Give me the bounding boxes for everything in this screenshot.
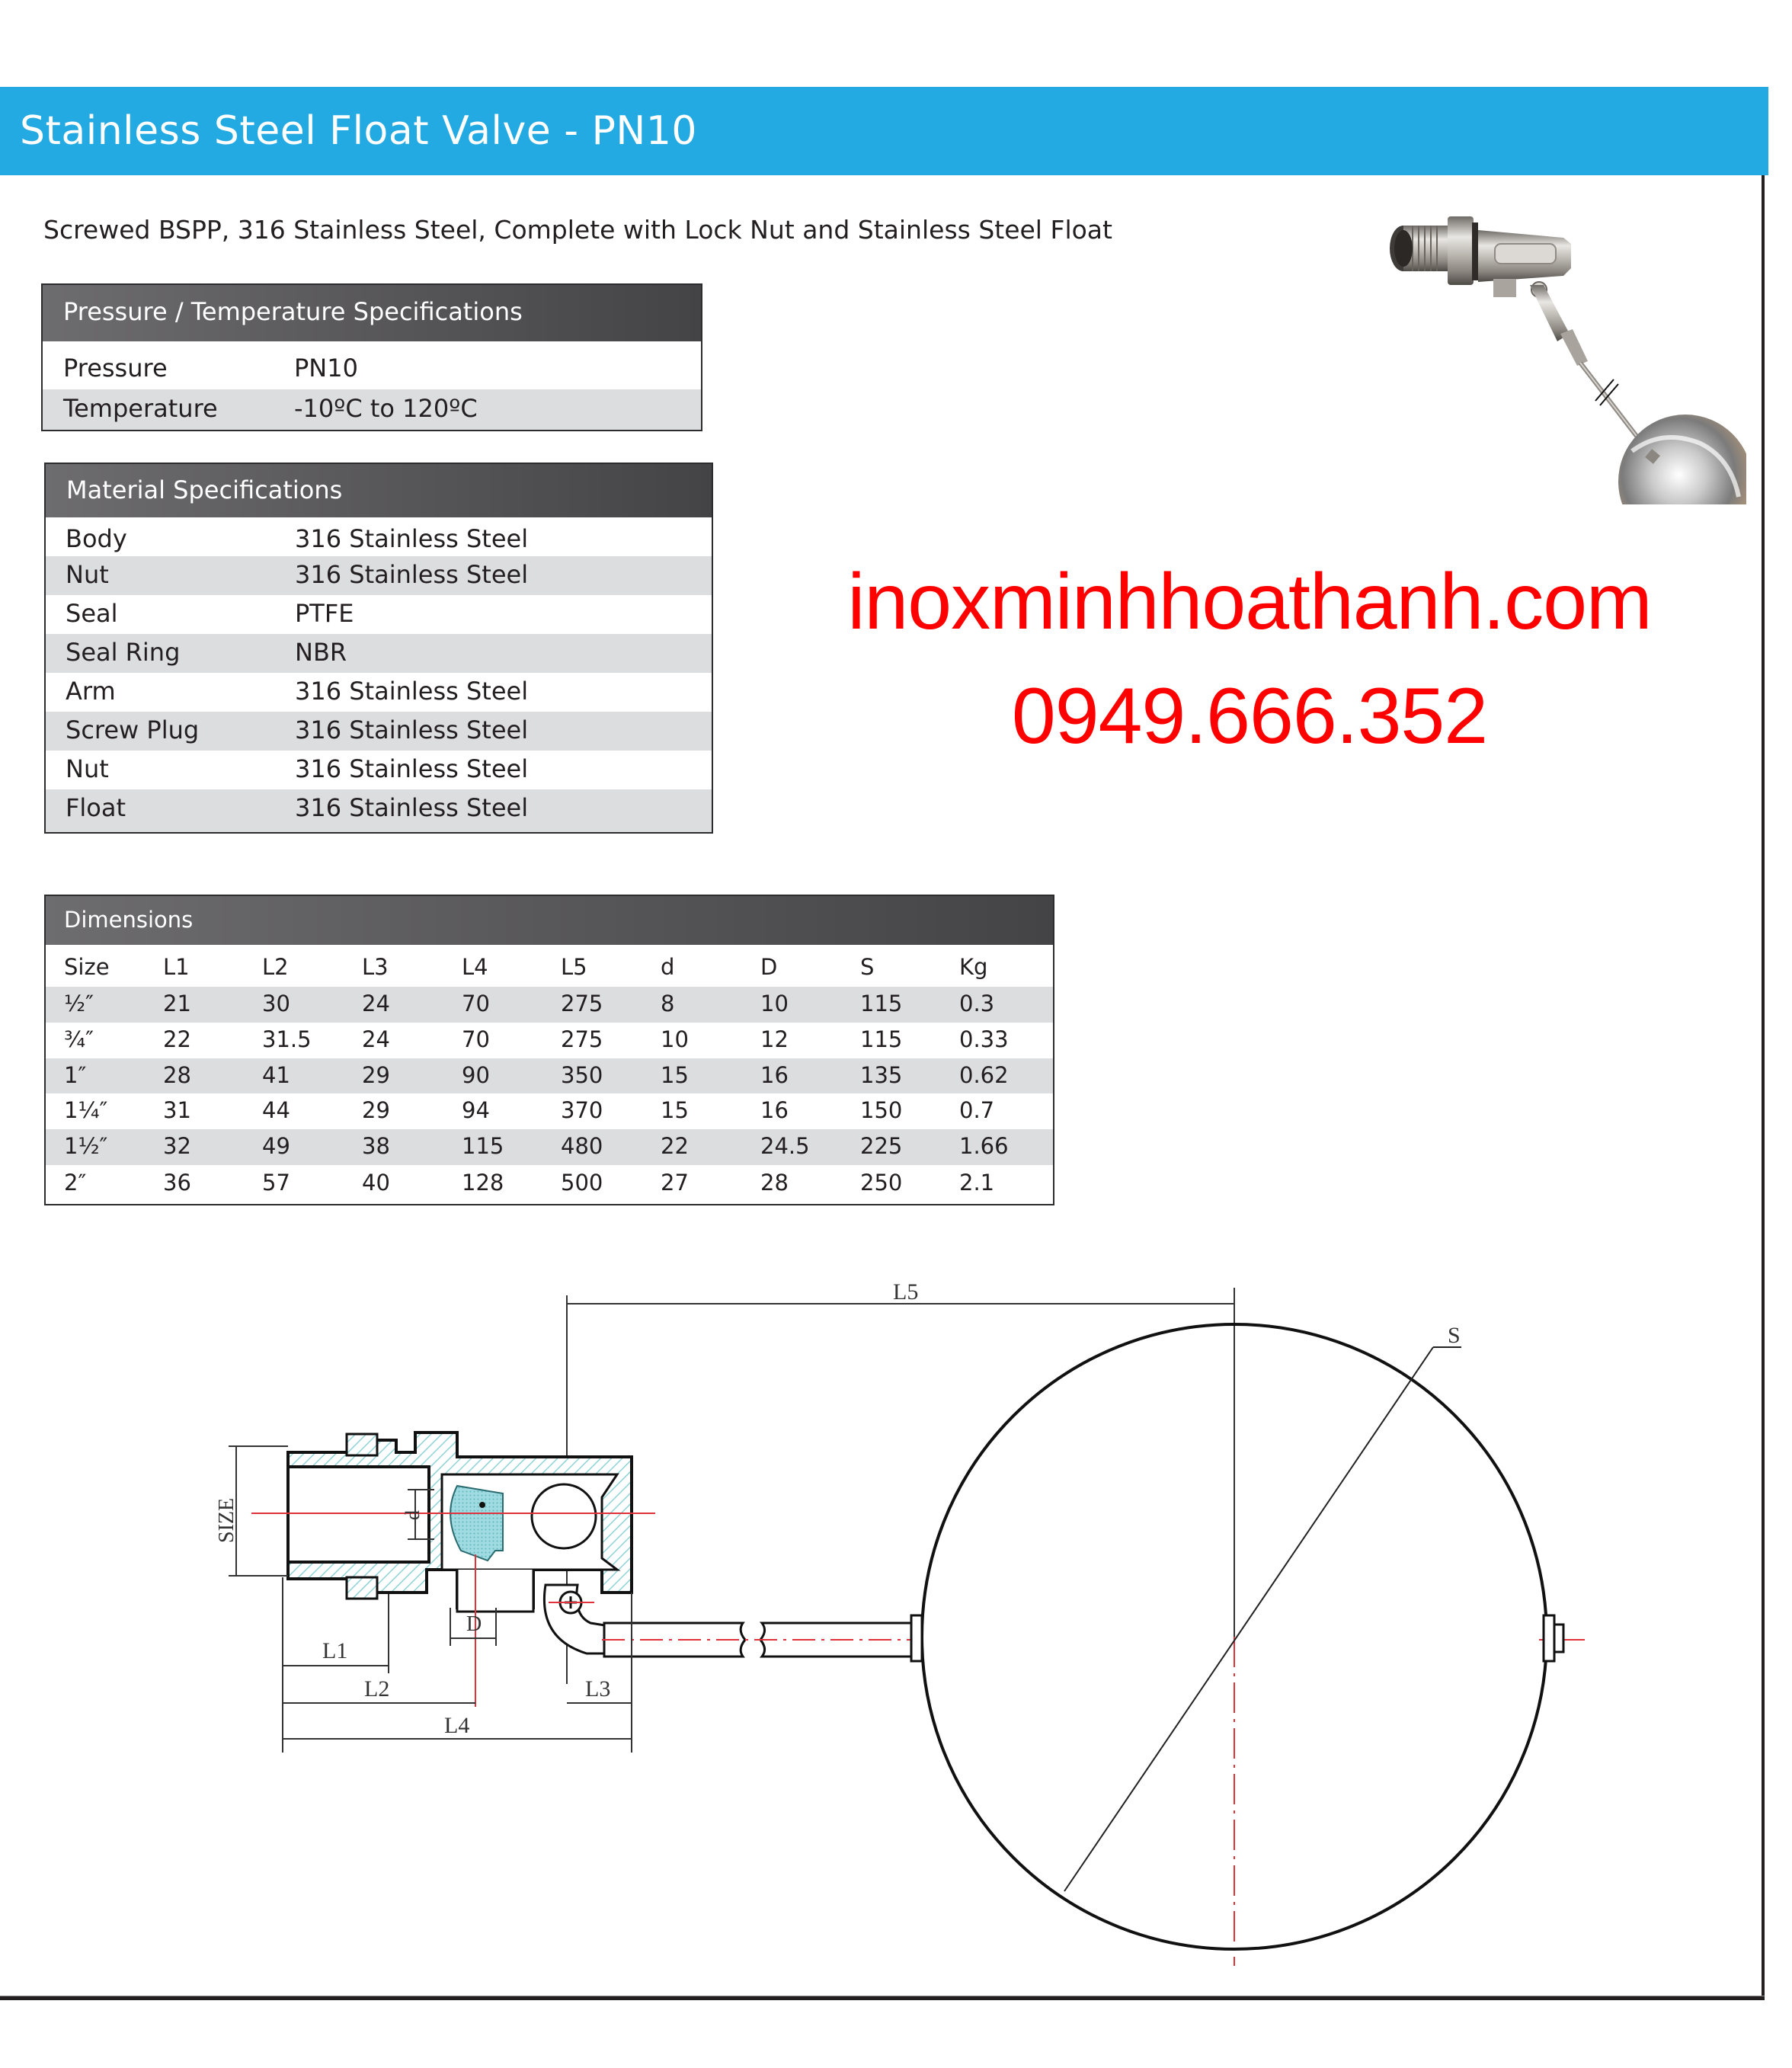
table-row — [43, 341, 701, 389]
valve-cross-section — [288, 1433, 632, 1653]
label-l4: L4 — [444, 1713, 470, 1738]
row-label: Screw Plug — [66, 715, 200, 744]
table-row — [46, 1165, 1053, 1205]
cell-d-small: 10 — [661, 1026, 689, 1052]
cell-d-large: 10 — [760, 991, 789, 1016]
table-row — [46, 673, 712, 712]
cell-s: 115 — [860, 1026, 903, 1052]
cell-size: 1¼″ — [64, 1097, 108, 1123]
row-value: 316 Stainless Steel — [295, 677, 529, 706]
cell-kg: 0.62 — [959, 1062, 1009, 1088]
row-label: Arm — [66, 677, 116, 706]
dimension-s — [1064, 1347, 1461, 1891]
cell-l5: 275 — [561, 991, 603, 1016]
column-header-l3: L3 — [362, 954, 389, 980]
table-row — [46, 1058, 1053, 1093]
cell-l2: 31.5 — [262, 1026, 312, 1052]
table-row — [46, 634, 712, 673]
page-title: Stainless Steel Float Valve - PN10 — [20, 108, 697, 154]
row-label: Seal — [66, 599, 118, 628]
cell-size: 2″ — [64, 1170, 87, 1196]
label-s: S — [1448, 1323, 1461, 1348]
cell-d-small: 8 — [661, 991, 675, 1016]
row-value: -10ºC to 120ºC — [294, 394, 478, 423]
cell-l3: 40 — [362, 1170, 390, 1196]
table-row — [46, 595, 712, 634]
valve-thread-icon — [1390, 226, 1449, 271]
label-l1: L1 — [322, 1638, 348, 1663]
table-row — [46, 1093, 1053, 1129]
cell-kg: 0.33 — [959, 1026, 1009, 1052]
table-header-row — [46, 945, 1053, 987]
cell-l2: 44 — [262, 1097, 290, 1123]
cell-s: 115 — [860, 991, 903, 1016]
cell-l1: 31 — [163, 1097, 191, 1123]
label-d-small: d — [402, 1510, 424, 1520]
column-header-kg: Kg — [959, 954, 988, 980]
cell-l1: 21 — [163, 991, 191, 1016]
cell-l5: 500 — [561, 1170, 603, 1196]
column-header-size: Size — [64, 954, 110, 980]
technical-drawing — [0, 1250, 1792, 1996]
table-row — [46, 751, 712, 789]
cell-size: 1″ — [64, 1062, 87, 1088]
cell-d-small: 22 — [661, 1133, 689, 1159]
column-header-l2: L2 — [262, 954, 289, 980]
label-l5: L5 — [893, 1279, 919, 1305]
cell-l4: 128 — [462, 1170, 504, 1196]
title-bar — [0, 87, 1768, 175]
column-header-d-large: D — [760, 954, 778, 980]
cell-l1: 22 — [163, 1026, 191, 1052]
cell-d-large: 28 — [760, 1170, 789, 1196]
row-label: Temperature — [63, 394, 218, 423]
cell-l4: 70 — [462, 991, 490, 1016]
column-header-l5: L5 — [561, 954, 587, 980]
lock-nut-icon — [1448, 216, 1474, 285]
row-label: Seal Ring — [66, 638, 181, 667]
cell-kg: 0.3 — [959, 991, 995, 1016]
table-row — [46, 556, 712, 595]
cell-s: 225 — [860, 1133, 903, 1159]
cell-kg: 0.7 — [959, 1097, 995, 1123]
row-label: Nut — [66, 754, 109, 783]
cell-s: 250 — [860, 1170, 903, 1196]
pressure-temperature-table — [41, 283, 702, 431]
cell-size: 1½″ — [64, 1133, 108, 1159]
cell-d-large: 24.5 — [760, 1133, 810, 1159]
cell-l2: 49 — [262, 1133, 290, 1159]
cell-l1: 36 — [163, 1170, 191, 1196]
row-value: NBR — [295, 638, 347, 667]
column-header-d-small: d — [661, 954, 675, 980]
table-heading-text: Dimensions — [64, 907, 194, 933]
table-heading-text: Material Specifications — [66, 475, 343, 504]
cell-size: ½″ — [64, 991, 94, 1016]
cell-l4: 90 — [462, 1062, 490, 1088]
cell-d-small: 15 — [661, 1062, 689, 1088]
table-row — [46, 789, 712, 832]
cell-l3: 38 — [362, 1133, 390, 1159]
cell-l4: 115 — [462, 1133, 504, 1159]
cell-l2: 41 — [262, 1062, 290, 1088]
row-value: PTFE — [295, 599, 354, 628]
dimensions-table — [44, 895, 1054, 1205]
table-row — [46, 987, 1053, 1023]
column-header-s: S — [860, 954, 875, 980]
row-value: 316 Stainless Steel — [295, 524, 529, 553]
row-label: Nut — [66, 560, 109, 589]
row-label: Pressure — [63, 354, 168, 383]
float-valve-photo — [1381, 200, 1746, 504]
cell-l2: 57 — [262, 1170, 290, 1196]
table-heading — [46, 464, 712, 517]
table-heading — [43, 285, 701, 341]
cell-l1: 32 — [163, 1133, 191, 1159]
cell-d-small: 15 — [661, 1097, 689, 1123]
cell-l5: 350 — [561, 1062, 603, 1088]
cell-l5: 275 — [561, 1026, 603, 1052]
cell-s: 150 — [860, 1097, 903, 1123]
cell-size: ¾″ — [64, 1026, 94, 1052]
material-specifications-table — [44, 463, 713, 834]
row-label: Body — [66, 524, 127, 553]
label-size: SIZE — [215, 1497, 238, 1543]
watermark-website: inoxminhhoathanh.com — [847, 558, 1652, 646]
table-row — [46, 517, 712, 556]
cell-l1: 28 — [163, 1062, 191, 1088]
float-ball-icon — [1618, 415, 1746, 504]
table-heading — [46, 896, 1053, 945]
cell-l4: 70 — [462, 1026, 490, 1052]
row-label: Float — [66, 793, 126, 822]
cell-l5: 480 — [561, 1133, 603, 1159]
table-row — [46, 1129, 1053, 1165]
cell-l3: 29 — [362, 1062, 390, 1088]
row-value: 316 Stainless Steel — [295, 715, 529, 744]
cell-l3: 24 — [362, 1026, 390, 1052]
cell-kg: 1.66 — [959, 1133, 1009, 1159]
product-subtitle: Screwed BSPP, 316 Stainless Steel, Complete with Lock Nut and Stainless Steel Float — [43, 215, 1112, 245]
cell-l3: 24 — [362, 991, 390, 1016]
cell-l5: 370 — [561, 1097, 603, 1123]
label-l2: L2 — [364, 1676, 390, 1701]
cell-l3: 29 — [362, 1097, 390, 1123]
row-value: PN10 — [294, 354, 358, 383]
cell-kg: 2.1 — [959, 1170, 995, 1196]
column-header-l1: L1 — [163, 954, 190, 980]
table-row — [46, 712, 712, 751]
cell-l4: 94 — [462, 1097, 490, 1123]
watermark-phone: 0949.666.352 — [1011, 672, 1488, 760]
cell-d-large: 12 — [760, 1026, 789, 1052]
label-d-large: D — [466, 1612, 482, 1636]
column-header-l4: L4 — [462, 954, 488, 980]
table-heading-text: Pressure / Temperature Specifications — [63, 297, 523, 326]
row-value: 316 Stainless Steel — [295, 560, 529, 589]
cell-d-small: 27 — [661, 1170, 689, 1196]
row-value: 316 Stainless Steel — [295, 793, 529, 822]
cell-l2: 30 — [262, 991, 290, 1016]
cell-d-large: 16 — [760, 1097, 789, 1123]
cell-d-large: 16 — [760, 1062, 789, 1088]
table-row — [43, 389, 701, 430]
row-value: 316 Stainless Steel — [295, 754, 529, 783]
table-row — [46, 1023, 1053, 1058]
cell-s: 135 — [860, 1062, 903, 1088]
label-l3: L3 — [585, 1676, 611, 1701]
